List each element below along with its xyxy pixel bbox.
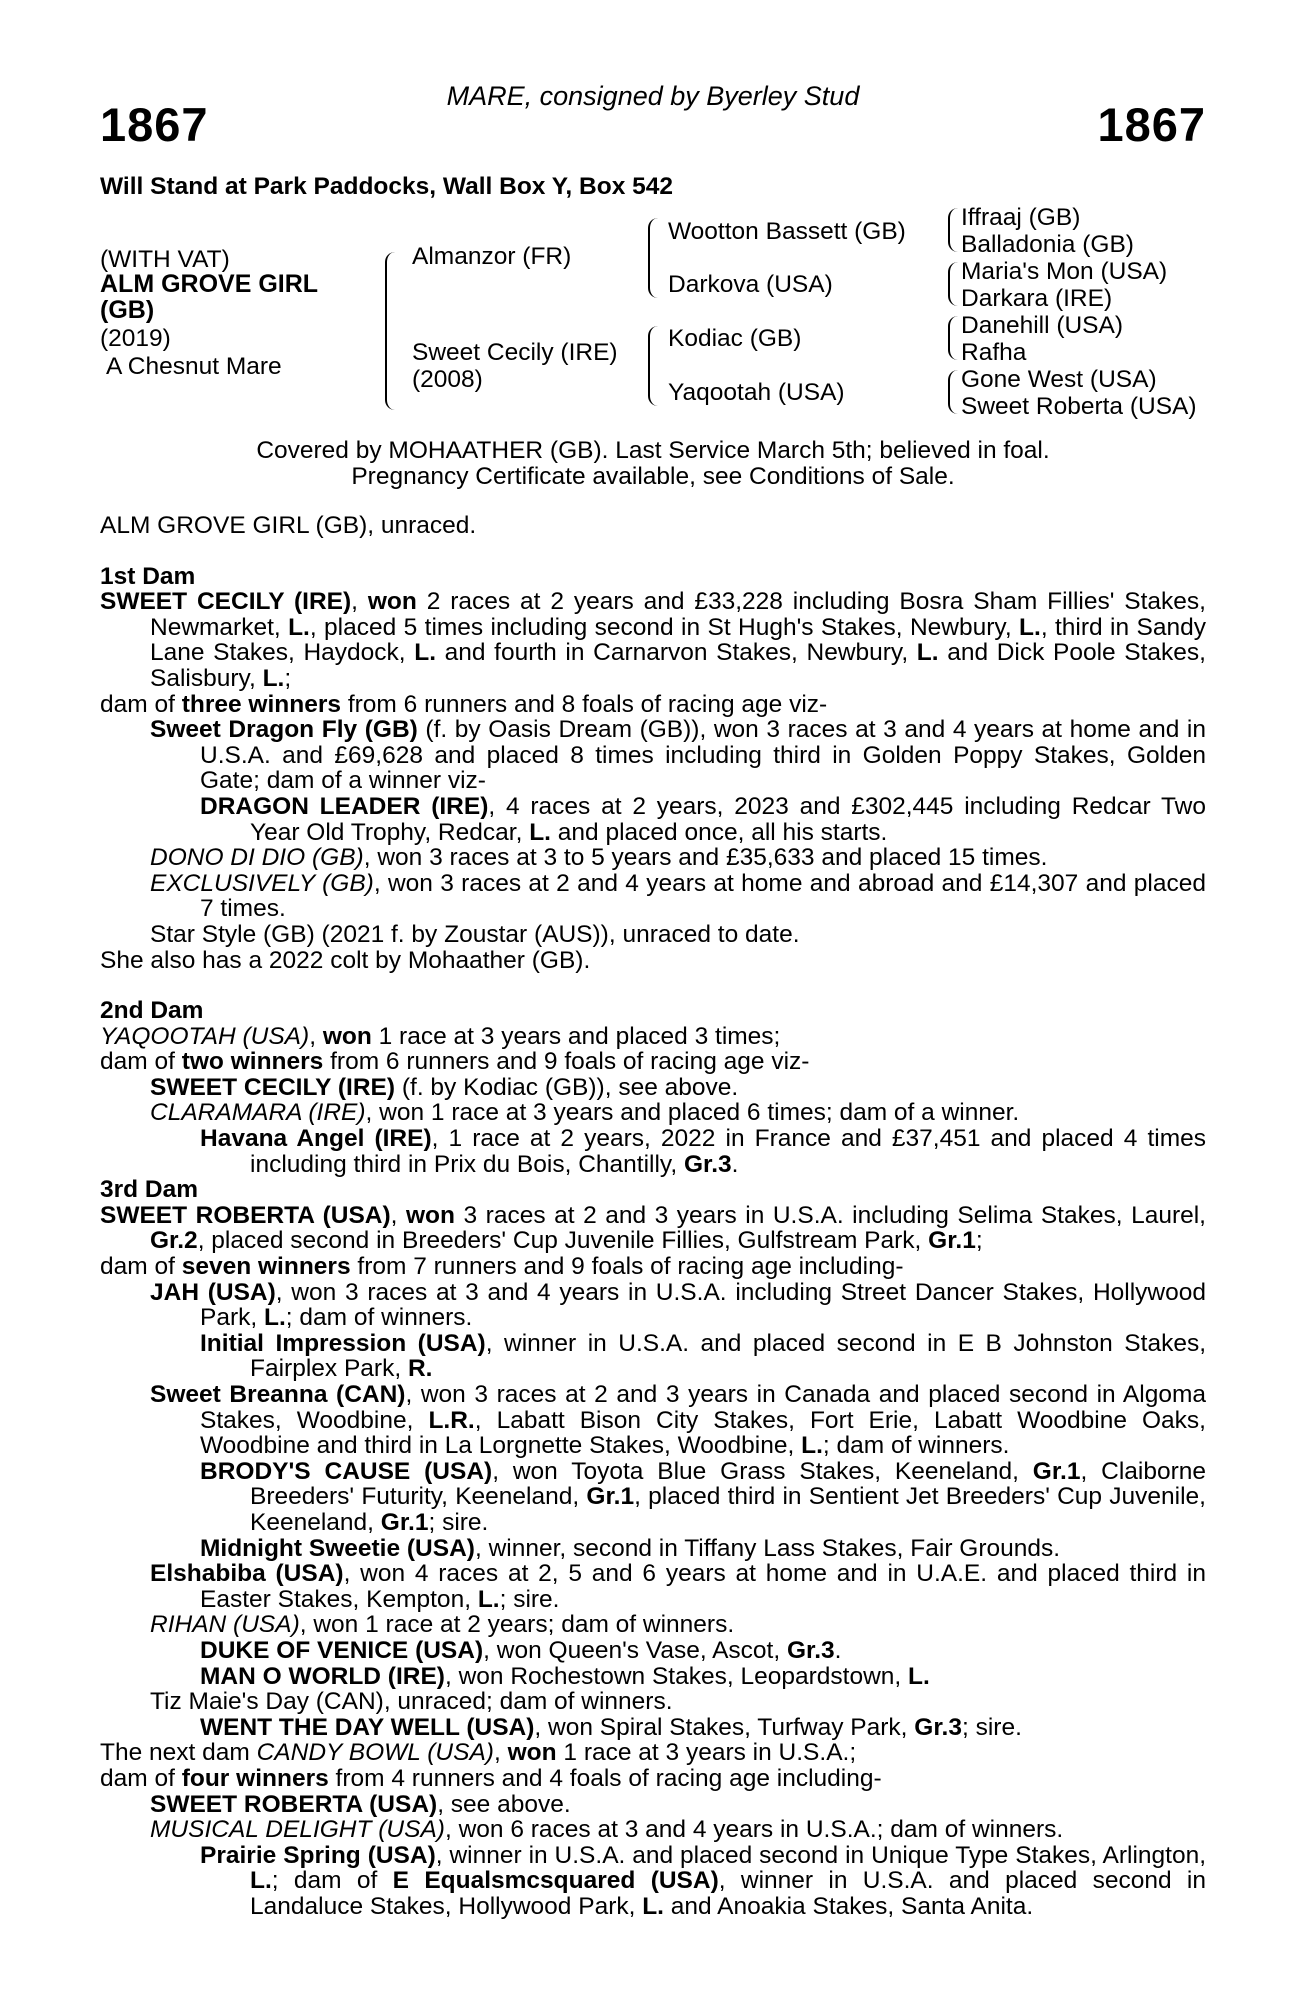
great-grandchild-text2: and Anoakia Stakes, Santa Anita. — [664, 1892, 1034, 1920]
dam3-duke-of-venice — [200, 1638, 1206, 1664]
child-text: , see above. — [437, 1790, 571, 1818]
brace-3d — [948, 370, 958, 414]
dam3-name: SWEET ROBERTA (USA) — [100, 1201, 391, 1229]
child-name: RIHAN (USA) — [150, 1611, 300, 1639]
grandchild-text: , winner, second in Tiffany Lass Stakes, Fair Grounds. — [474, 1534, 1061, 1562]
listed-mark: L. — [414, 639, 437, 667]
dam: Sweet Cecily (IRE) — [412, 339, 618, 366]
child-text: , won 3 races at 2 and 3 years in Canada and placed second in Algoma Stakes, Woodbine, — [200, 1381, 1206, 1434]
damof-post: from 6 runners and 8 foals of racing age viz- — [341, 690, 828, 718]
covered-note — [100, 438, 1206, 489]
child-name: CLARAMARA (IRE) — [150, 1099, 366, 1127]
grandchild-name: BRODY'S CAUSE (USA) — [200, 1457, 493, 1485]
dam3-went-the-day-well — [200, 1715, 1206, 1741]
child-text2: , Labatt Bison City Stakes, Fort Erie, Labatt Woodbine Oaks, Woodbine and third in La Lorgnette Stakes, Woodbine, — [200, 1406, 1206, 1460]
stand-location: Will Stand at Park Paddocks, Wall Box Y, Box 542 — [100, 173, 673, 200]
grandchild-text: , 4 races at 2 years, 2023 and £302,445 including Redcar Two Year Old Trophy, Redcar, — [250, 792, 1206, 846]
dam3-heading: 3rd Dam — [100, 1176, 199, 1204]
next-dam-text: 1 race at 3 years in U.S.A.; — [556, 1739, 857, 1767]
grandchild-text2: , Claiborne Breeders' Futurity, Keeneland, — [250, 1457, 1207, 1511]
grandchild-end: . — [731, 1150, 739, 1178]
group-mark: Gr.1 — [1032, 1457, 1081, 1485]
grandchild-text: , winner in U.S.A. and placed second in E B Johnston Stakes, Fairplex Park, — [250, 1329, 1206, 1383]
dam3-brodys-cause — [200, 1459, 1206, 1536]
brace-3c — [948, 316, 958, 360]
dam2-heading: 2nd Dam — [100, 997, 204, 1025]
dam2-child-2 — [150, 1100, 1206, 1126]
dam3-text2: , placed second in Breeders' Cup Juvenile Fillies, Gulfstream Park, — [197, 1227, 929, 1255]
next-prairie-spring — [200, 1843, 1206, 1920]
brace-2b — [648, 326, 660, 406]
sire: Almanzor (FR) — [412, 243, 572, 270]
granddam-dam: Yaqootah (USA) — [668, 379, 845, 406]
dam1-child-1 — [150, 717, 1206, 794]
grandchild-text2: ; dam of — [271, 1867, 393, 1895]
child-name: DONO DI DIO (GB) — [150, 844, 364, 872]
child-text: , won 1 race at 3 years and placed 6 times; dam of a winner. — [365, 1099, 1020, 1127]
dam3-sweet-breanna — [150, 1382, 1206, 1459]
dam3-won: won — [405, 1201, 455, 1229]
child-text: , won 4 races at 2, 5 and 6 years at home and in U.A.E. and placed third in Easter Stakes, Kempton, — [200, 1560, 1206, 1613]
grandchild-text: , won Rochestown Stakes, Leopardstown, — [444, 1662, 909, 1690]
group-mark: Gr.3 — [683, 1150, 732, 1178]
grandchild-name: Havana Angel (IRE) — [200, 1125, 432, 1153]
damof-post: from 6 runners and 9 foals of racing age viz- — [323, 1048, 810, 1076]
dam3-rihan — [150, 1612, 1206, 1638]
brace-1 — [385, 252, 401, 410]
grandchild-name: Midnight Sweetie (USA) — [200, 1534, 475, 1562]
dam2-child-1 — [150, 1075, 1206, 1101]
dam1-heading: 1st Dam — [100, 562, 196, 590]
dam3-text: 3 races at 2 and 3 years in U.S.A. including Selima Stakes, Laurel, — [454, 1201, 1206, 1229]
grandchild-name: MAN O WORLD (IRE) — [200, 1662, 445, 1690]
listed-mark: L. — [250, 1867, 272, 1895]
dam1-damof — [100, 692, 1206, 718]
next-dam-sep: , — [493, 1739, 508, 1767]
dam2-record: YAQOOTAH (USA), won 1 race at 3 years and placed 3 times; — [100, 1022, 781, 1050]
covered-line-1: Covered by MOHAATHER (GB). Last Service March 5th; believed in foal. — [256, 437, 1050, 464]
dam1-text3: , third in Sandy Lane Stakes, Haydock, — [150, 613, 1206, 667]
grandsire-sire: Wootton Bassett (GB) — [668, 218, 906, 245]
dam3-elshabiba — [150, 1561, 1206, 1612]
child-text: , won 1 race at 2 years; dam of winners. — [299, 1611, 735, 1639]
produce-record — [100, 513, 1206, 1919]
grandchild-name: Initial Impression (USA) — [200, 1329, 486, 1357]
grandchild-text3: , placed third in Sentient Jet Breeders' Cup Juvenile, Keeneland, — [250, 1483, 1206, 1536]
child-name: SWEET ROBERTA (USA) — [150, 1790, 438, 1818]
grandchild-text: , 1 race at 2 years, 2022 in France and £37,451 and placed 4 times including third in Prix du Bois, Chantilly, — [250, 1125, 1206, 1178]
listed-mark: L. — [916, 639, 939, 667]
restricted-mark: R. — [407, 1355, 433, 1383]
child-end: ; dam of winners. — [285, 1304, 473, 1332]
gg-3: Maria's Mon (USA) — [961, 258, 1168, 285]
horse-name: ALM GROVE GIRL — [100, 270, 319, 298]
dam1-grandchild-1 — [200, 794, 1206, 845]
group-mark: Gr.1 — [380, 1508, 429, 1536]
grandchild-name: DRAGON LEADER (IRE) — [200, 792, 489, 820]
brace-3b — [948, 262, 958, 306]
child-end: ; sire. — [499, 1585, 560, 1613]
damof-pre: dam of — [100, 1253, 182, 1281]
horse-year: (2019) — [100, 325, 171, 352]
gg-2: Balladonia (GB) — [961, 231, 1134, 258]
child-name: EXCLUSIVELY (GB) — [150, 869, 374, 897]
dam2-text: 1 race at 3 years and placed 3 times; — [371, 1022, 781, 1050]
damof-post: from 4 runners and 4 foals of racing age including- — [328, 1764, 882, 1792]
dam1-won: won — [367, 588, 417, 616]
dam1-also: She also has a 2022 colt by Mohaather (GB). — [100, 946, 591, 974]
lot-number-left: 1867 — [100, 98, 209, 151]
listed-mark: L. — [529, 818, 551, 846]
lot-number-right: 1867 — [1097, 98, 1206, 151]
listed-mark: L. — [642, 1892, 664, 1920]
dam1-record: SWEET CECILY (IRE), won 2 races at 2 years and £33,228 including Bosra Sham Fillies' Stakes, Newmarket, L., placed 5 times including second in St Hugh's Stakes, Newbury, L., third in Sandy Lane Stakes, Haydock, L. and fourth in Carnarvon Stakes, Newbury, L. and Dick Poole Stakes, Salisbury, L.; — [100, 588, 1206, 692]
child-name: Elshabiba (USA) — [150, 1560, 344, 1588]
dam1-child-2 — [150, 845, 1206, 871]
grandchild-name: WENT THE DAY WELL (USA) — [200, 1713, 535, 1741]
brace-3a — [948, 208, 958, 252]
covered-line-2: Pregnancy Certificate available, see Conditions of Sale. — [351, 462, 955, 490]
grandchild-end: ; sire. — [961, 1713, 1022, 1741]
damof-winners: seven winners — [181, 1253, 351, 1281]
great-grandchild-name: E Equalsmcsquared (USA) — [392, 1867, 719, 1895]
gg-1: Iffraaj (GB) — [961, 204, 1081, 231]
dam2-damof — [100, 1049, 1206, 1075]
damof-post: from 7 runners and 9 foals of racing age including- — [350, 1253, 904, 1281]
next-dam-damof — [100, 1766, 1206, 1792]
child-text: , won 3 races at 2 and 4 years at home and abroad and £14,307 and placed 7 times. — [200, 869, 1206, 923]
gg-7: Gone West (USA) — [961, 366, 1157, 393]
damof-winners: two winners — [181, 1048, 324, 1076]
gg-4: Darkara (IRE) — [961, 285, 1113, 312]
child-name: Sweet Breanna (CAN) — [150, 1381, 406, 1408]
dam3-tiz-maies-day: Tiz Maie's Day (CAN), unraced; dam of winners. — [150, 1688, 673, 1716]
grandchild-name: Prairie Spring (USA) — [200, 1841, 436, 1869]
dam1-text5: and Dick Poole Stakes, Salisbury, — [150, 639, 1206, 692]
grandchild-text: , won Toyota Blue Grass Stakes, Keeneland, — [492, 1457, 1033, 1485]
grandchild-name: DUKE OF VENICE (USA) — [200, 1636, 484, 1664]
horse-name-country: (GB) — [100, 296, 155, 324]
dam3-initial-impression — [200, 1331, 1206, 1382]
dam1-text4: and fourth in Carnarvon Stakes, Newbury, — [436, 639, 917, 667]
dam1-name: SWEET CECILY (IRE) — [100, 588, 352, 616]
horse-description: A Chesnut Mare — [106, 353, 282, 380]
next-musical-delight — [150, 1817, 1206, 1843]
grandchild-text: , won Queen's Vase, Ascot, — [483, 1636, 787, 1664]
gg-5: Danehill (USA) — [961, 312, 1124, 339]
next-dam-pre: The next dam — [100, 1739, 257, 1767]
damof-winners: four winners — [181, 1764, 329, 1792]
next-dam-won: won — [507, 1739, 557, 1767]
unraced-note: ALM GROVE GIRL (GB), unraced. — [100, 512, 477, 539]
damof-pre: dam of — [100, 690, 182, 718]
granddam-sire: Kodiac (GB) — [668, 325, 802, 352]
dam1-text2: , placed 5 times including second in St Hugh's Stakes, Newbury, — [309, 613, 1020, 641]
great-grandchild-text: , winner in U.S.A. and placed second in Landaluce Stakes, Hollywood Park, — [250, 1867, 1206, 1920]
vat-note: (WITH VAT) — [100, 246, 230, 273]
dam2-name: YAQOOTAH (USA) — [100, 1022, 310, 1050]
listed-mark: L. — [262, 664, 285, 692]
gg-6: Rafha — [961, 339, 1027, 366]
dam2-won: won — [322, 1022, 372, 1050]
dam1-child-3 — [150, 871, 1206, 922]
dam3-text3: ; — [975, 1227, 983, 1255]
next-dam-record — [100, 1740, 1206, 1766]
child-name: MUSICAL DELIGHT (USA) — [150, 1816, 445, 1844]
dam1-child-4: Star Style (GB) (2021 f. by Zoustar (AUS)), unraced to date. — [150, 920, 800, 948]
damof-pre: dam of — [100, 1764, 182, 1792]
child-end: ; dam of winners. — [822, 1432, 1010, 1460]
grandchild-text: , won Spiral Stakes, Turfway Park, — [534, 1713, 915, 1741]
dam-year: (2008) — [412, 366, 483, 393]
dam1-text6: ; — [284, 664, 292, 692]
brace-2a — [648, 218, 660, 298]
child-text: , won 6 races at 3 and 4 years in U.S.A.; dam of winners. — [444, 1816, 1064, 1844]
child-text: (f. by Oasis Dream (GB)), won 3 races at 3 and 4 years at home and in U.S.A. and £69,628 and placed 8 times including third in Golden Poppy Stakes, Golden Gate; dam of a winner viz- — [200, 716, 1206, 795]
catalogue-page — [100, 0, 1206, 2000]
listed-mark: L. — [1019, 613, 1041, 641]
listed-mark: L. — [477, 1585, 500, 1613]
dam3-record: SWEET ROBERTA (USA), won 3 races at 2 and 3 years in U.S.A. including Selima Stakes, Laurel, Gr.2, placed second in Breeders' Cup Juvenile Fillies, Gulfstream Park, Gr.1; — [100, 1201, 1206, 1255]
listed-mark: L. — [801, 1432, 823, 1460]
grandchild-end: . — [834, 1636, 842, 1664]
dam3-midnight-sweetie — [200, 1536, 1206, 1562]
damof-pre: dam of — [100, 1048, 182, 1076]
listed-mark: L.R. — [428, 1406, 475, 1434]
gg-8: Sweet Roberta (USA) — [961, 393, 1197, 420]
damof-winners: three winners — [181, 690, 342, 718]
group-mark: Gr.3 — [914, 1713, 962, 1741]
child-text: (f. by Kodiac (GB)), see above. — [395, 1073, 739, 1101]
consignor-line: MARE, consigned by Byerley Stud — [446, 81, 860, 111]
listed-mark: L. — [908, 1662, 930, 1690]
child-name: Sweet Dragon Fly (GB) — [150, 716, 418, 744]
pedigree-table — [100, 0, 1206, 440]
dam3-damof — [100, 1254, 1206, 1280]
child-name: SWEET CECILY (IRE) — [150, 1073, 396, 1101]
dam1-text: 2 races at 2 years and £33,228 including Bosra Sham Fillies' Stakes, Newmarket, — [150, 588, 1206, 641]
dam3-jah — [150, 1280, 1206, 1331]
grandchild-end: ; sire. — [428, 1508, 489, 1536]
child-name: JAH (USA) — [150, 1278, 276, 1306]
group-mark: Gr.1 — [586, 1483, 635, 1511]
next-sweet-roberta — [150, 1792, 1206, 1818]
next-dam-name: CANDY BOWL (USA) — [256, 1739, 494, 1767]
group-mark: Gr.1 — [928, 1227, 976, 1255]
child-text: , won 3 races at 3 and 4 years in U.S.A. including Street Dancer Stakes, Hollywood Park, — [200, 1278, 1206, 1332]
group-mark: Gr.2 — [150, 1227, 198, 1255]
listed-mark: L. — [264, 1304, 286, 1332]
dam3-man-o-world — [200, 1664, 1206, 1690]
grandsire-dam: Darkova (USA) — [668, 271, 833, 298]
child-text: , won 3 races at 3 to 5 years and £35,633 and placed 15 times. — [363, 844, 1048, 872]
grandchild-text: , winner in U.S.A. and placed second in Unique Type Stakes, Arlington, — [435, 1841, 1207, 1869]
dam2-grandchild-1 — [200, 1126, 1206, 1177]
listed-mark: L. — [288, 613, 310, 641]
group-mark: Gr.3 — [786, 1636, 835, 1664]
grandchild-text2: and placed once, all his starts. — [550, 818, 888, 846]
